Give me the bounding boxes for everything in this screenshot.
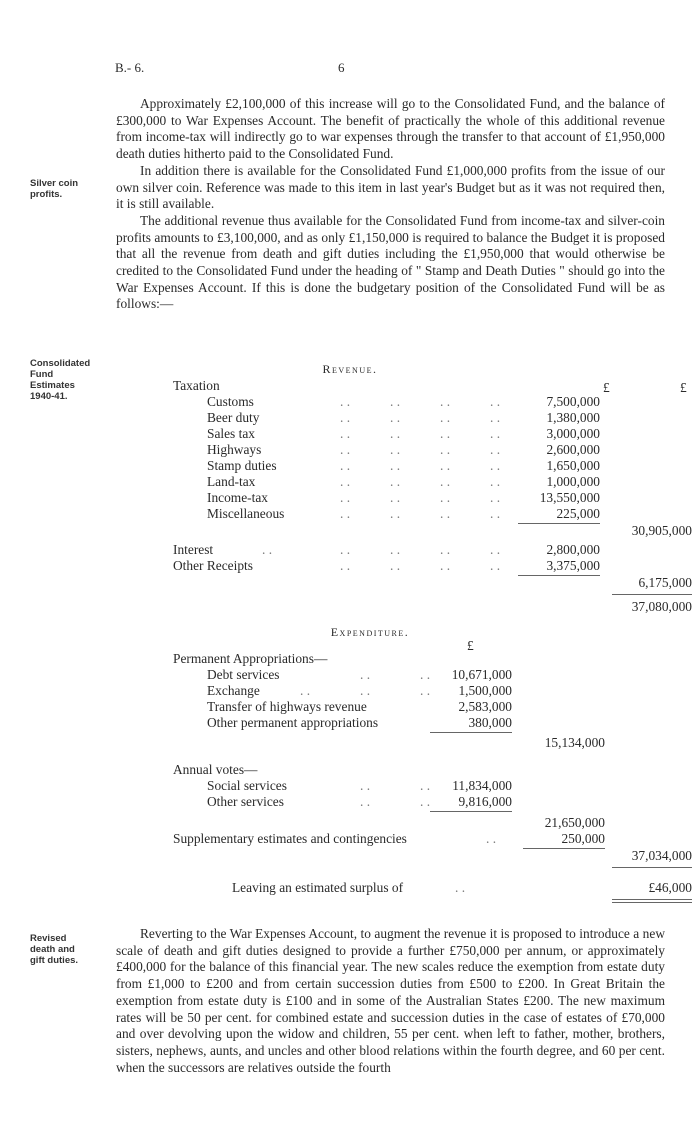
- leader-dots: . .: [440, 542, 451, 557]
- surplus-label: Leaving an estimated surplus of: [232, 880, 404, 895]
- surplus-value: £46,000: [648, 880, 692, 895]
- closing-text: [116, 926, 665, 1076]
- permanent-total: 15,134,000: [544, 735, 605, 750]
- revenue-value: 13,550,000: [539, 490, 600, 505]
- revenue-value: 3,000,000: [546, 426, 600, 441]
- leader-dots: . .: [340, 426, 351, 441]
- leader-dots: . .: [340, 490, 351, 505]
- leader-dots: . .: [440, 458, 451, 473]
- leader-dots: . .: [390, 506, 401, 521]
- subtotal-rule: [430, 732, 512, 733]
- expenditure-label: Other services: [207, 794, 284, 809]
- leader-dots: . .: [490, 542, 501, 557]
- revenue-currency-col2: £: [680, 380, 687, 395]
- revenue-value: 1,650,000: [546, 458, 600, 473]
- leader-dots: . .: [440, 490, 451, 505]
- leader-dots: . .: [390, 394, 401, 409]
- leader-dots: . .: [420, 683, 431, 698]
- leader-dots: . .: [360, 667, 371, 682]
- leader-dots: . .: [390, 442, 401, 457]
- leader-dots: . .: [490, 558, 501, 573]
- expenditure-label: Social services: [207, 778, 287, 793]
- revenue-label: Beer duty: [207, 410, 260, 425]
- revenue-label: Customs: [207, 394, 254, 409]
- leader-dots: . .: [420, 794, 431, 809]
- leader-dots: . .: [390, 542, 401, 557]
- leader-dots: . .: [440, 426, 451, 441]
- annual-total: 21,650,000: [544, 815, 605, 830]
- leader-dots: . .: [340, 410, 351, 425]
- revenue-label: Stamp duties: [207, 458, 277, 473]
- subtotal-rule: [518, 575, 600, 576]
- paragraph-2: In addition there is available for the Consolidated Fund £1,000,000 profits from the issue of our own silver coin. Reference was made to this item in last year's Budget but as it was not required then, it is still available.: [116, 162, 665, 212]
- permanent-appropriations-label: Permanent Appropriations—: [173, 651, 328, 666]
- expenditure-currency: £: [467, 638, 474, 653]
- expenditure-label: Other permanent appropriations: [207, 715, 379, 730]
- leader-dots: . .: [300, 683, 311, 698]
- expenditure-value: 11,834,000: [452, 778, 512, 793]
- leader-dots: . .: [490, 506, 501, 521]
- surplus-double-rule-top: [612, 899, 692, 900]
- revenue-label: Highways: [207, 442, 262, 457]
- total-rule: [612, 594, 692, 595]
- leader-dots: . .: [490, 458, 501, 473]
- revenue-currency-col1: £: [603, 380, 610, 395]
- leader-dots: . .: [440, 474, 451, 489]
- leader-dots: . .: [440, 394, 451, 409]
- expenditure-label: Transfer of highways revenue: [207, 699, 367, 714]
- leader-dots: . .: [440, 410, 451, 425]
- revenue-value: 2,600,000: [546, 442, 600, 457]
- leader-dots: . .: [262, 542, 273, 557]
- subtotal-rule: [523, 848, 605, 849]
- page-reference: B.- 6.: [115, 60, 145, 75]
- expenditure-label: Debt services: [207, 667, 280, 682]
- margin-note-consolidated-fund: Consolidated Fund Estimates 1940-41.: [30, 358, 91, 402]
- surplus-double-rule-bottom: [612, 902, 692, 903]
- leader-dots: . .: [340, 394, 351, 409]
- other-total: 6,175,000: [638, 575, 692, 590]
- other-receipts-value: 3,375,000: [546, 558, 600, 573]
- leader-dots: . .: [360, 778, 371, 793]
- revenue-value: 7,500,000: [546, 394, 600, 409]
- expenditure-value: 9,816,000: [458, 794, 512, 809]
- leader-dots: . .: [360, 794, 371, 809]
- leader-dots: . .: [440, 442, 451, 457]
- leader-dots: . .: [340, 542, 351, 557]
- revenue-value: 1,380,000: [546, 410, 600, 425]
- leader-dots: . .: [440, 558, 451, 573]
- leader-dots: . .: [390, 558, 401, 573]
- other-receipts-label: Other Receipts: [173, 558, 253, 573]
- leader-dots: . .: [390, 458, 401, 473]
- leader-dots: . .: [340, 442, 351, 457]
- expenditure-grand-total: 37,034,000: [631, 848, 692, 863]
- annual-votes-label: Annual votes—: [173, 762, 258, 777]
- margin-note-silver-coin: Silver coin profits.: [30, 178, 79, 200]
- paragraph-4: Reverting to the War Expenses Account, to augment the revenue it is proposed to introduce a new scale of death and gift duties designed to provide a further £750,000 per annum, or approximately £400,000 for the balance of this financial year. The new scales reduce the exemption from estate duty from £1,000 to £200 and from certain succession duties from £500 to £200. In Great Britain the exemption from estate duty is £100 and in some of the Australian States £200. The new maximum rates will be 50 per cent. for combined estate and succession duties in the case of estates of £70,000 and over devolving upon the widow and children, 55 per cent. when left to father, mother, brothers, sisters, nephews, aunts, and uncles and other blood relations within the fourth degree, and 60 per cent. when the successors are relatives outside the fourth: [116, 926, 665, 1075]
- expenditure-value: 1,500,000: [458, 683, 512, 698]
- revenue-label: Sales tax: [207, 426, 255, 441]
- expenditure-value: 2,583,000: [458, 699, 512, 714]
- total-rule: [612, 867, 692, 868]
- expenditure-value: 380,000: [468, 715, 512, 730]
- interest-value: 2,800,000: [546, 542, 600, 557]
- leader-dots: . .: [340, 558, 351, 573]
- leader-dots: . .: [490, 394, 501, 409]
- leader-dots: . .: [340, 474, 351, 489]
- subtotal-rule: [430, 811, 512, 812]
- taxation-total: 30,905,000: [631, 523, 692, 538]
- leader-dots: . .: [390, 474, 401, 489]
- taxation-label: Taxation: [173, 378, 220, 393]
- interest-label: Interest: [173, 542, 214, 557]
- supplementary-label: Supplementary estimates and contingencies: [173, 831, 407, 846]
- page-number: 6: [338, 60, 345, 75]
- revenue-value: 225,000: [556, 506, 600, 521]
- supplementary-value: 250,000: [561, 831, 605, 846]
- leader-dots: . .: [490, 426, 501, 441]
- leader-dots: . .: [390, 490, 401, 505]
- leader-dots: . .: [440, 506, 451, 521]
- leader-dots: . .: [340, 458, 351, 473]
- revenue-label: Land-tax: [207, 474, 256, 489]
- leader-dots: . .: [390, 426, 401, 441]
- leader-dots: . .: [490, 410, 501, 425]
- revenue-heading: Revenue.: [322, 362, 378, 376]
- revenue-grand-total: 37,080,000: [631, 599, 692, 614]
- leader-dots: . .: [490, 442, 501, 457]
- leader-dots: . .: [420, 667, 431, 682]
- subtotal-rule: [518, 523, 600, 524]
- intro-text: [116, 96, 665, 313]
- expenditure-value: 10,671,000: [451, 667, 512, 682]
- margin-note-revised-duties: Revised death and gift duties.: [30, 933, 79, 966]
- leader-dots: . .: [420, 778, 431, 793]
- leader-dots: . .: [490, 490, 501, 505]
- leader-dots: . .: [360, 683, 371, 698]
- expenditure-label: Exchange: [207, 683, 260, 698]
- leader-dots: . .: [490, 474, 501, 489]
- revenue-label: Income-tax: [207, 490, 268, 505]
- paragraph-1: Approximately £2,100,000 of this increase will go to the Consolidated Fund, and the balance of £300,000 to War Expenses Account. The benefit of practically the whole of this additional revenue from income-tax will indirectly go to war expenses through the transfer to that account of £1,950,000 death duties hitherto paid to the Consolidated Fund.: [116, 96, 665, 162]
- revenue-value: 1,000,000: [546, 474, 600, 489]
- leader-dots: . .: [486, 831, 497, 846]
- leader-dots: . .: [390, 410, 401, 425]
- revenue-label: Miscellaneous: [207, 506, 285, 521]
- leader-dots: . .: [340, 506, 351, 521]
- leader-dots: . .: [455, 880, 466, 895]
- paragraph-3: The additional revenue thus available for the Consolidated Fund from income-tax and silver-coin profits amounts to £3,100,000, and as only £1,150,000 is required to balance the Budget it is proposed that all the revenue from death and gift duties including the £1,950,000 that would otherwise be credited to the Consolidated Fund under the heading of " Stamp and Death Duties " should go into the War Expenses Account. If this is done the budgetary position of the Consolidated Fund will be as follows:—: [116, 212, 665, 312]
- expenditure-heading: Expenditure.: [330, 625, 410, 639]
